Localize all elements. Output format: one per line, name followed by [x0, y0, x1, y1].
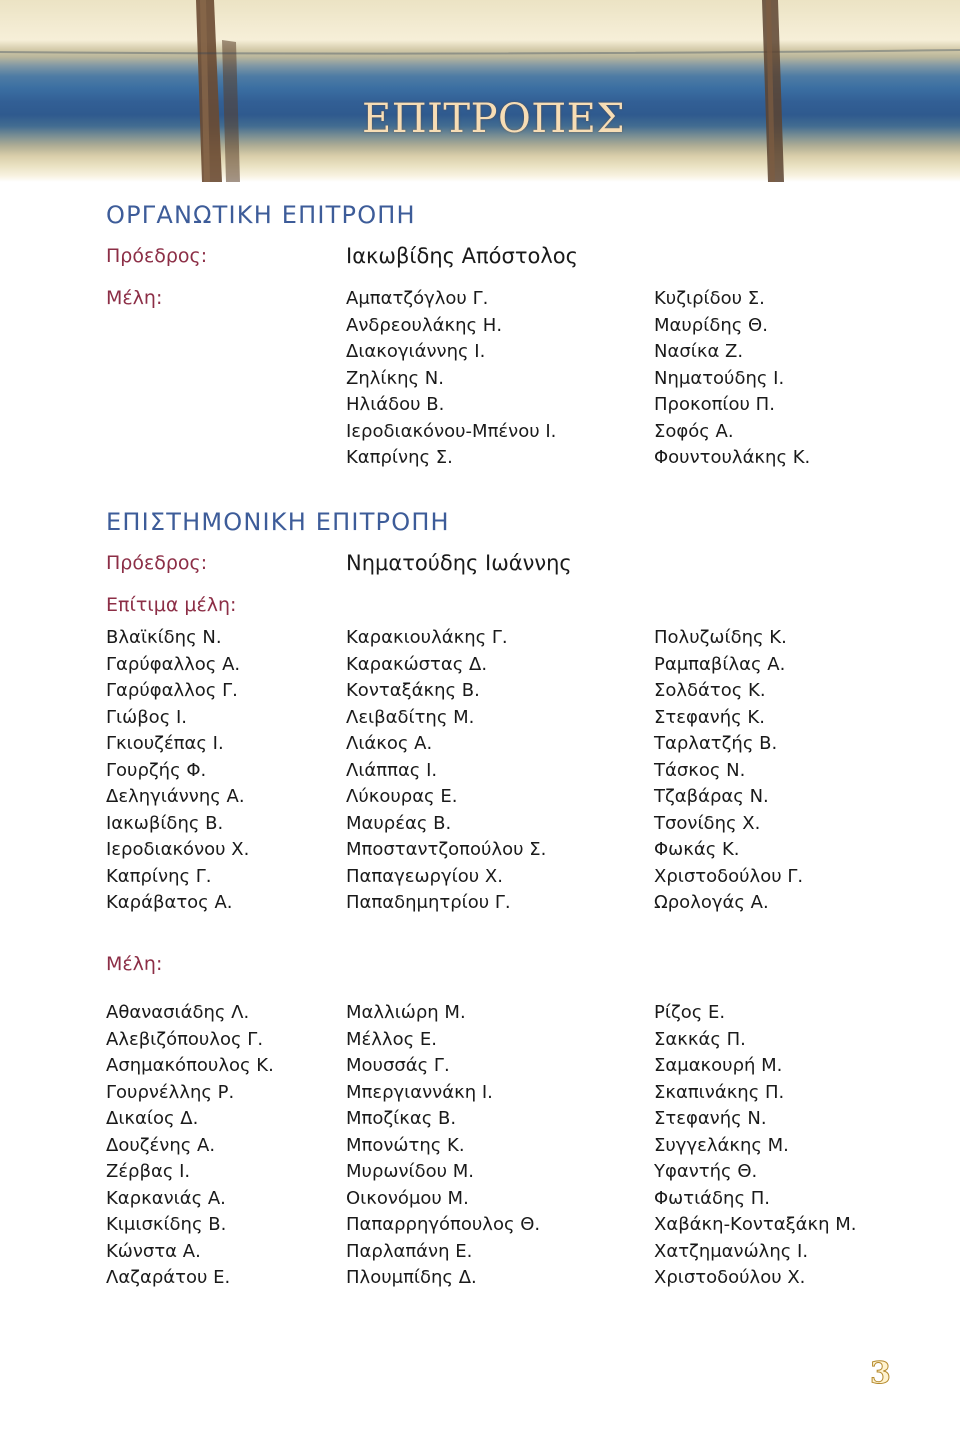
member-name: Αμπατζόγλου Γ.	[346, 288, 489, 309]
member-name: Υφαντής Θ.	[654, 1161, 758, 1182]
organizing-committee-title: ΟΡΓΑΝΩΤΙΚΗ ΕΠΙΤΡΟΠΗ	[106, 201, 416, 229]
member-name: Λαζαράτου Ε.	[106, 1267, 231, 1288]
member-name: Μαυρίδης Θ.	[654, 314, 768, 336]
honorary-col3	[654, 625, 803, 917]
member-name: Λειβαδίτης Μ.	[346, 706, 475, 728]
member-name: Σακκάς Π.	[654, 1028, 746, 1050]
member-name: Μυρωνίδου Μ.	[346, 1161, 475, 1182]
member-name: Καρακώστας Δ.	[346, 653, 488, 675]
scientific-members-col1	[106, 1000, 274, 1292]
page-number: 3	[870, 1356, 891, 1391]
member-name: Χριστοδούλου Χ.	[654, 1267, 806, 1288]
member-name: Ιεροδιακόνου-Μπένου Ι.	[346, 420, 557, 442]
member-name: Συγγελάκης Μ.	[654, 1134, 789, 1156]
member-name: Δουζένης Α.	[106, 1134, 216, 1156]
member-name: Στεφανής Ν.	[654, 1108, 767, 1129]
member-name: Μπεργιαννάκη Ι.	[346, 1081, 493, 1103]
member-name: Μέλλος Ε.	[346, 1028, 437, 1050]
member-name: Κιμισκίδης Β.	[106, 1214, 227, 1235]
member-name: Αθανασιάδης Λ.	[106, 1002, 250, 1023]
member-name: Τάσκος Ν.	[654, 759, 746, 781]
member-name: Παπαγεωργίου Χ.	[346, 865, 503, 887]
member-name: Χατζημανώλης Ι.	[654, 1240, 809, 1262]
member-name: Σκαπινάκης Π.	[654, 1081, 785, 1103]
organizing-chair-label: Πρόεδρος:	[106, 245, 208, 267]
member-name: Ραμπαβίλας Α.	[654, 653, 786, 675]
member-name: Σαμακουρή Μ.	[654, 1055, 783, 1076]
member-name: Σολδάτος Κ.	[654, 680, 766, 701]
member-name: Μαλλιώρη Μ.	[346, 1002, 466, 1023]
header-banner	[0, 0, 960, 182]
member-name: Ζέρβας Ι.	[106, 1161, 191, 1182]
member-name: Παρλαπάνη Ε.	[346, 1240, 473, 1262]
member-name: Αλεβιζόπουλος Γ.	[106, 1028, 264, 1050]
scientific-chair-name: Νηματούδης Ιωάννης	[346, 551, 572, 575]
member-name: Μποσταντζοπούλου Σ.	[346, 839, 547, 860]
member-name: Λιάκος Α.	[346, 733, 433, 754]
member-name: Κυζιρίδου Σ.	[654, 288, 765, 309]
member-name: Δικαίος Δ.	[106, 1108, 199, 1129]
member-name: Διακογιάννης Ι.	[346, 341, 486, 362]
honorary-col2	[346, 625, 546, 917]
member-name: Γουρνέλλης Ρ.	[106, 1081, 235, 1103]
member-name: Ωρολογάς Α.	[654, 892, 769, 913]
member-name: Χριστοδούλου Γ.	[654, 865, 804, 887]
member-name: Ηλιάδου Β.	[346, 394, 445, 415]
member-name: Λιάππας Ι.	[346, 759, 438, 781]
member-name: Ρίζος Ε.	[654, 1002, 726, 1023]
member-name: Οικονόμου Μ.	[346, 1187, 469, 1209]
member-name: Νηματούδης Ι.	[654, 367, 785, 389]
member-name: Καρκανιάς Α.	[106, 1187, 226, 1209]
member-name: Ταρλατζής Β.	[654, 733, 778, 754]
member-name: Γαρύφαλλος Α.	[106, 653, 241, 675]
member-name: Προκοπίου Π.	[654, 394, 775, 415]
member-name: Φωκάς Κ.	[654, 839, 740, 860]
member-name: Ανδρεουλάκης Η.	[346, 314, 503, 336]
organizing-members-col1	[346, 286, 556, 472]
member-name: Κονταξάκης Β.	[346, 680, 480, 701]
member-name: Ασημακόπουλος Κ.	[106, 1055, 274, 1076]
wooden-post-left	[0, 0, 960, 182]
member-name: Μουσσάς Γ.	[346, 1055, 450, 1076]
scientific-chair-label: Πρόεδρος:	[106, 552, 208, 574]
member-name: Καπρίνης Γ.	[106, 865, 212, 887]
member-name: Σοφός Α.	[654, 420, 734, 442]
member-name: Γαρύφαλλος Γ.	[106, 680, 238, 701]
member-name: Δεληγιάννης Α.	[106, 786, 245, 807]
member-name: Φωτιάδης Π.	[654, 1187, 770, 1209]
member-name: Ζηλίκης Ν.	[346, 367, 444, 389]
scientific-members-label: Μέλη:	[106, 953, 163, 975]
scientific-members-col3	[654, 1000, 857, 1292]
member-name: Πλουμπίδης Δ.	[346, 1267, 477, 1288]
member-name: Παπαρρηγόπουλος Θ.	[346, 1214, 541, 1235]
member-name: Κώνστα Α.	[106, 1240, 201, 1262]
scientific-committee-title: ΕΠΙΣΤΗΜΟΝΙΚΗ ΕΠΙΤΡΟΠΗ	[106, 508, 450, 536]
member-name: Στεφανής Κ.	[654, 706, 765, 728]
member-name: Μπονώτης Κ.	[346, 1134, 465, 1156]
honorary-members-label: Επίτιμα μέλη:	[106, 594, 237, 616]
scientific-members-col2	[346, 1000, 540, 1292]
member-name: Παπαδημητρίου Γ.	[346, 892, 511, 913]
member-name: Βλαϊκίδης Ν.	[106, 627, 222, 648]
member-name: Πολυζωίδης Κ.	[654, 627, 787, 648]
member-name: Μαυρέας Β.	[346, 812, 452, 834]
member-name: Φουντουλάκης Κ.	[654, 447, 811, 468]
member-name: Καπρίνης Σ.	[346, 447, 453, 468]
organizing-members-col2	[654, 286, 810, 472]
honorary-col1	[106, 625, 249, 917]
member-name: Γιώβος Ι.	[106, 706, 188, 728]
member-name: Τζαβάρας Ν.	[654, 786, 769, 807]
member-name: Ιακωβίδης Β.	[106, 812, 224, 834]
member-name: Καρακιουλάκης Γ.	[346, 627, 508, 648]
member-name: Ιεροδιακόνου Χ.	[106, 839, 250, 860]
member-name: Καράβατος Α.	[106, 892, 233, 913]
member-name: Νασίκα Ζ.	[654, 341, 744, 362]
member-name: Μποζίκας Β.	[346, 1108, 457, 1129]
organizing-members-label: Μέλη:	[106, 287, 163, 309]
member-name: Χαβάκη-Κονταξάκη Μ.	[654, 1214, 857, 1235]
member-name: Τσονίδης Χ.	[654, 812, 761, 834]
organizing-chair-name: Ιακωβίδης Απόστολος	[346, 244, 578, 268]
member-name: Γουρζής Φ.	[106, 759, 207, 781]
member-name: Λύκουρας Ε.	[346, 786, 458, 807]
page-title: ΕΠΙΤΡΟΠΕΣ	[362, 96, 626, 142]
member-name: Γκιουζέπας Ι.	[106, 733, 224, 754]
